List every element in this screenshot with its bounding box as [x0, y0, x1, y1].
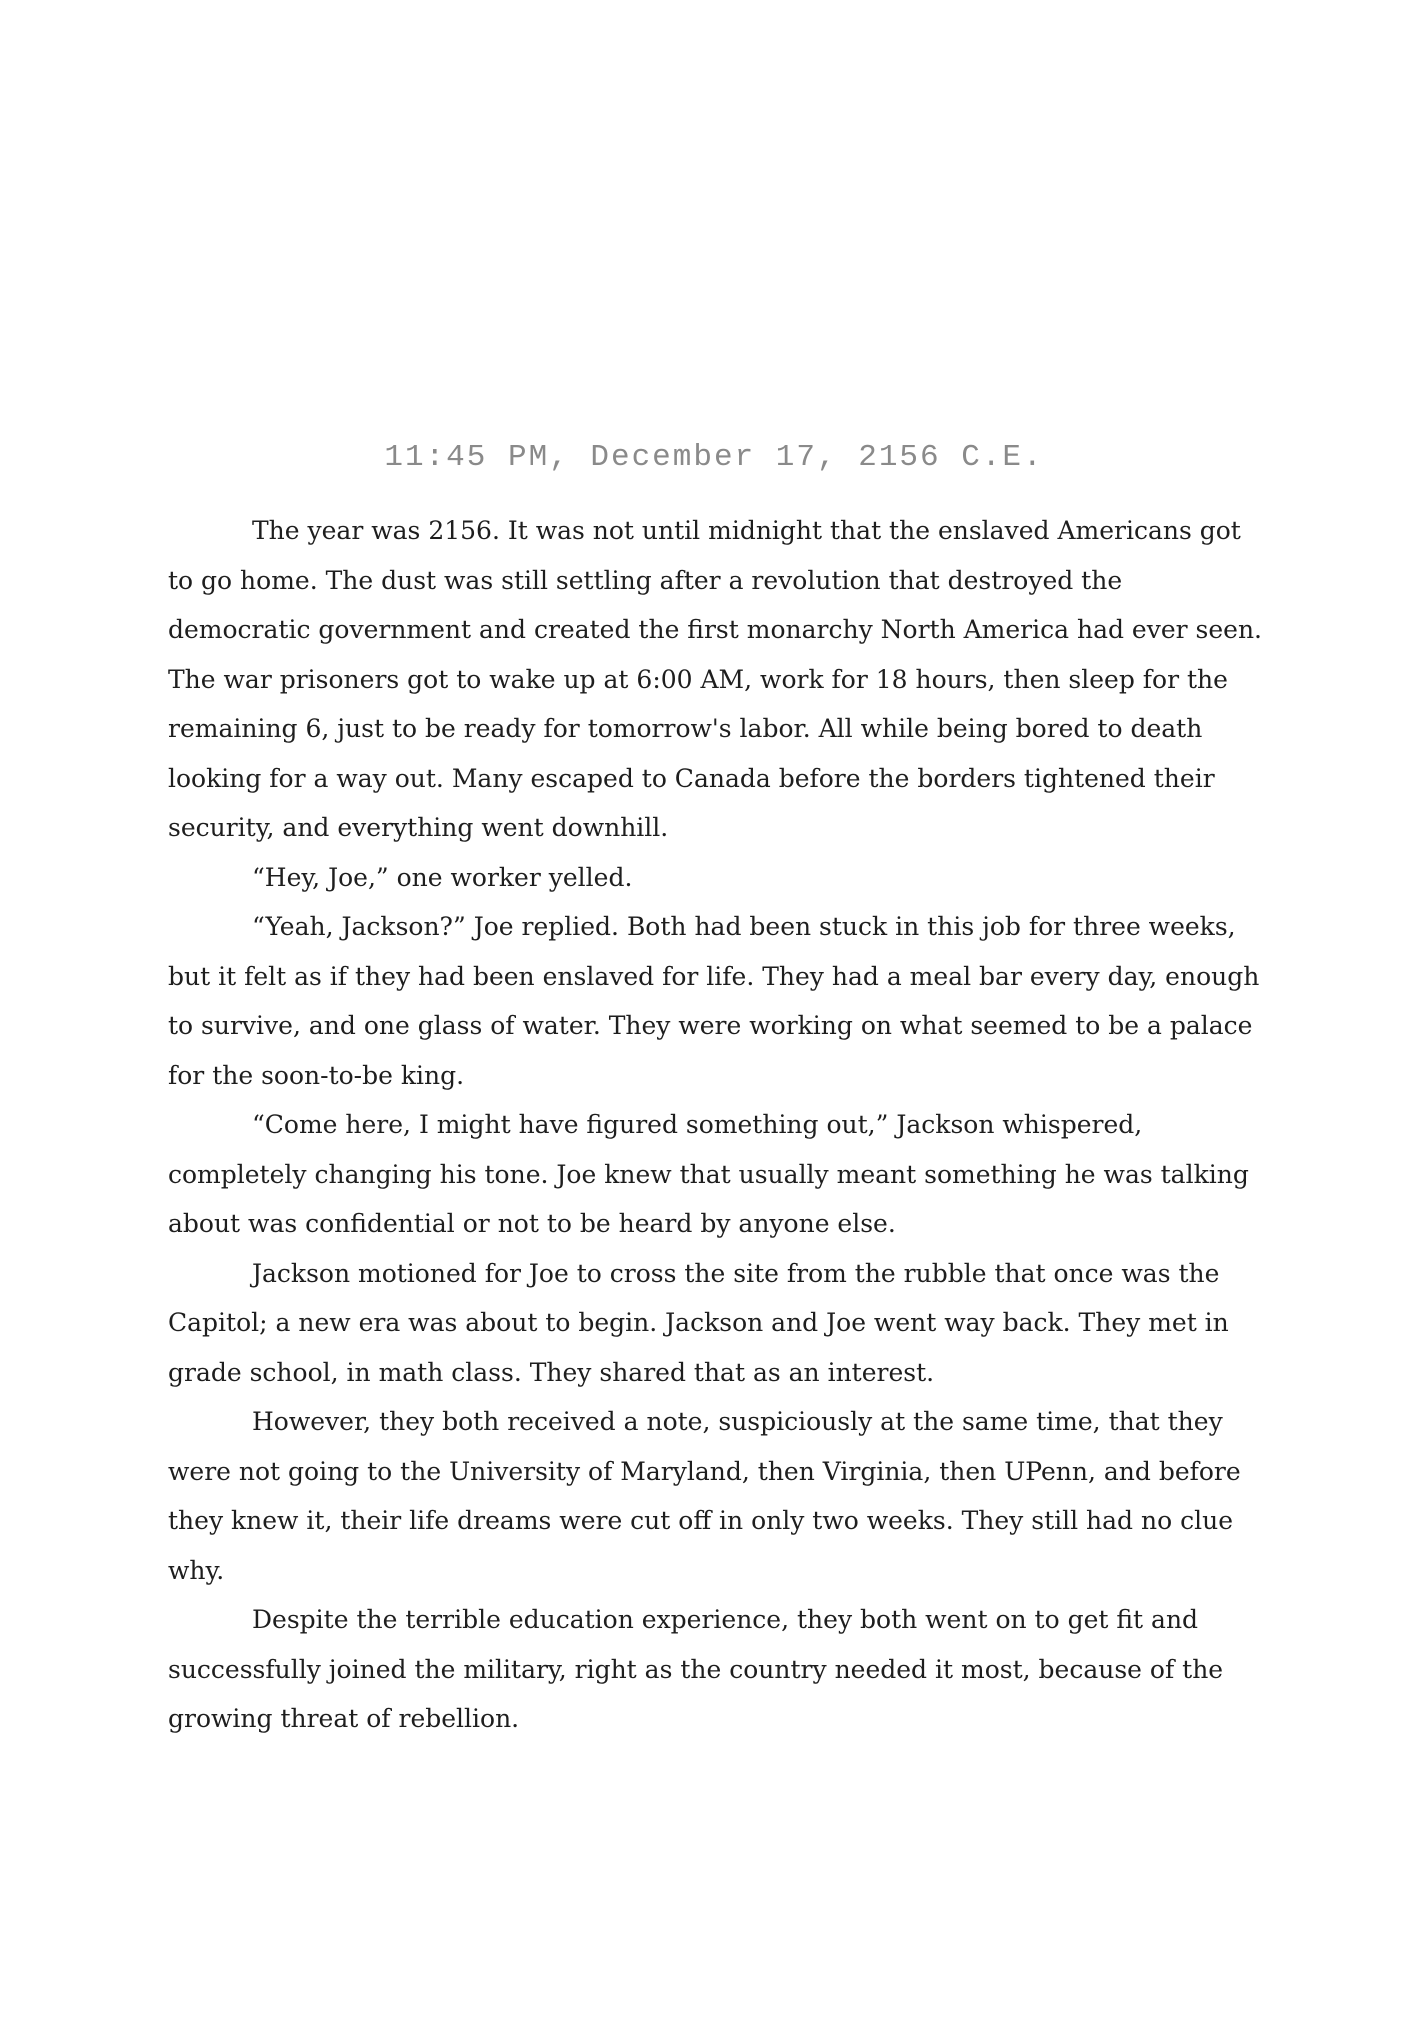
paragraph: Jackson motioned for Joe to cross the site from the rubble that once was the Capitol; a new era was about to begin. Jackson and Joe went way back. They met in grade school, in math class. They shared that as an interest. — [168, 1258, 1229, 1387]
paragraph: However, they both received a note, suspiciously at the same time, that they were not going to the University of Maryland, then Virginia, then UPenn, and before they knew it, their life dreams were cut off in only two weeks. They still had no clue why. — [168, 1407, 1241, 1585]
document-body — [168, 506, 1268, 1744]
paragraph: The year was 2156. It was not until midnight that the enslaved Americans got to go home. The dust was still settling after a revolution that destroyed the democratic government and created the first monarchy North America had ever seen. The war prisoners got to wake up at 6:00 AM, work for 18 hours, then sleep for the remaining 6, just to be ready for tomorrow's labor. All while being bored to death looking for a way out. Many escaped to Canada before the borders tightened their security, and everything went downhill. — [168, 516, 1263, 842]
document-heading: 11:45 PM, December 17, 2156 C.E. — [384, 440, 1044, 475]
paragraph: Despite the terrible education experience, they both went on to get fit and successfully joined the military, right as the country needed it most, because of the growing threat of rebellion. — [168, 1605, 1224, 1733]
paragraph: “Yeah, Jackson?” Joe replied. Both had been stuck in this job for three weeks, but it felt as if they had been enslaved for life. They had a meal bar every day, enough to survive, and one glass of water. They were working on what seemed to be a palace for the soon-to-be king. — [168, 912, 1260, 1090]
paragraph: “Hey, Joe,” one worker yelled. — [252, 862, 633, 892]
paragraph: “Come here, I might have figured something out,” Jackson whispered, completely changing his tone. Joe knew that usually meant something he was talking about was confidential or not to be heard by anyone else. — [168, 1110, 1249, 1238]
